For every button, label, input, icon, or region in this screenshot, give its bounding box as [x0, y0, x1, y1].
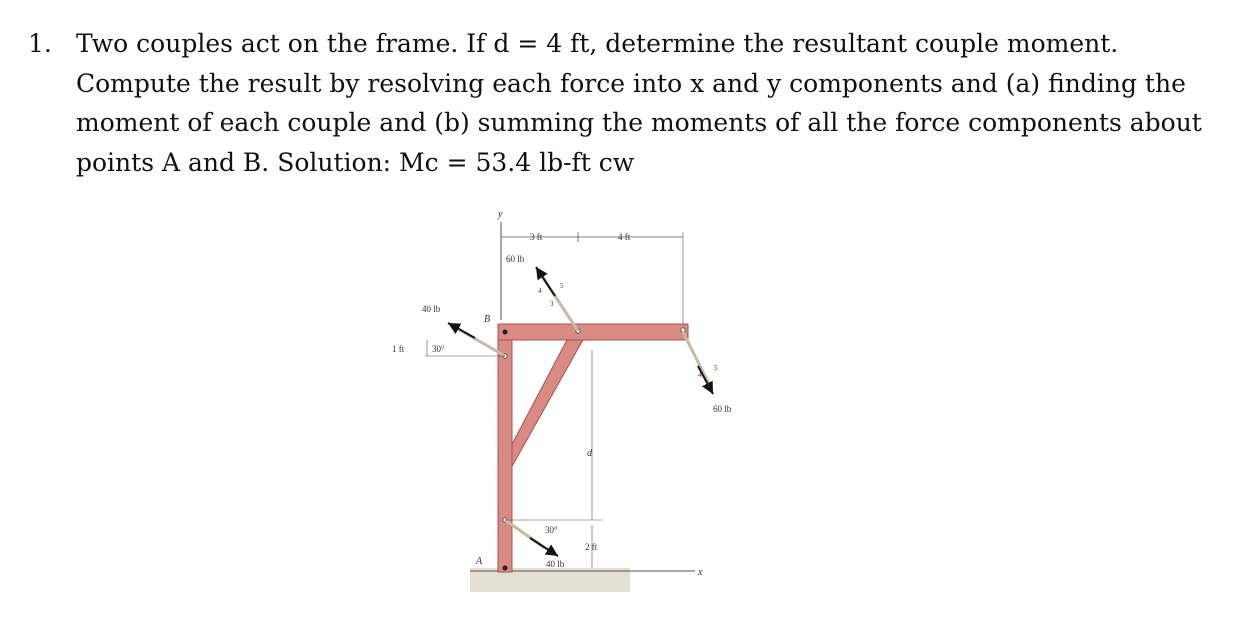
point-B-label: B	[484, 314, 491, 325]
problem-line-3: moment of each couple and (b) summing the moments of all the force components about	[76, 108, 1202, 137]
y-axis-label: y	[498, 209, 503, 220]
slope-top-3: 3	[550, 300, 554, 308]
frame-beam	[498, 324, 688, 340]
force-40-left-label: 40 lb	[422, 304, 441, 314]
slope-right-4: 4	[698, 371, 702, 379]
problem-statement	[28, 24, 1228, 182]
pin-A	[503, 566, 508, 571]
force-60-right-label: 60 lb	[713, 404, 732, 414]
problem-line-2: Compute the result by resolving each force into x and y components and (a) finding the	[76, 68, 1186, 98]
slope-right-3: 3	[706, 382, 710, 390]
problem-line-4: points A and B. Solution: Mc = 53.4 lb-ft cw	[76, 147, 635, 177]
frame-post	[498, 324, 512, 572]
problem-text	[76, 24, 1228, 182]
pin-beam-end	[681, 328, 685, 332]
dim-4ft-label: 4 ft	[618, 232, 631, 242]
force-40-bottom-label: 40 lb	[546, 559, 565, 569]
slope-top-4: 4	[538, 287, 542, 295]
frame-brace	[510, 338, 584, 470]
dim-2ft-label: 2 ft	[585, 542, 598, 552]
problem-line-1: Two couples act on the frame. If d = 4 ft, determine the resultant couple moment.	[76, 29, 1119, 58]
ground	[470, 568, 630, 592]
angle-30-bottom-label: 30°	[545, 525, 558, 535]
slope-right-5: 5	[714, 364, 718, 372]
x-axis-label: x	[698, 567, 703, 578]
point-A-label: A	[476, 556, 483, 567]
dim-3ft-label: 3 ft	[530, 232, 543, 242]
dim-1ft-label: 1 ft	[392, 344, 405, 354]
slope-top-5: 5	[560, 282, 564, 290]
dim-d-label: d	[587, 448, 592, 459]
pin-B	[503, 330, 508, 335]
force-60-top-label: 60 lb	[506, 254, 525, 264]
force-40-bottom-arrow	[530, 538, 558, 556]
angle-30-left-label: 30°	[432, 344, 445, 354]
frame-figure	[380, 200, 780, 600]
problem-number: 1.	[28, 29, 52, 58]
force-40-left-arrow	[448, 323, 475, 338]
